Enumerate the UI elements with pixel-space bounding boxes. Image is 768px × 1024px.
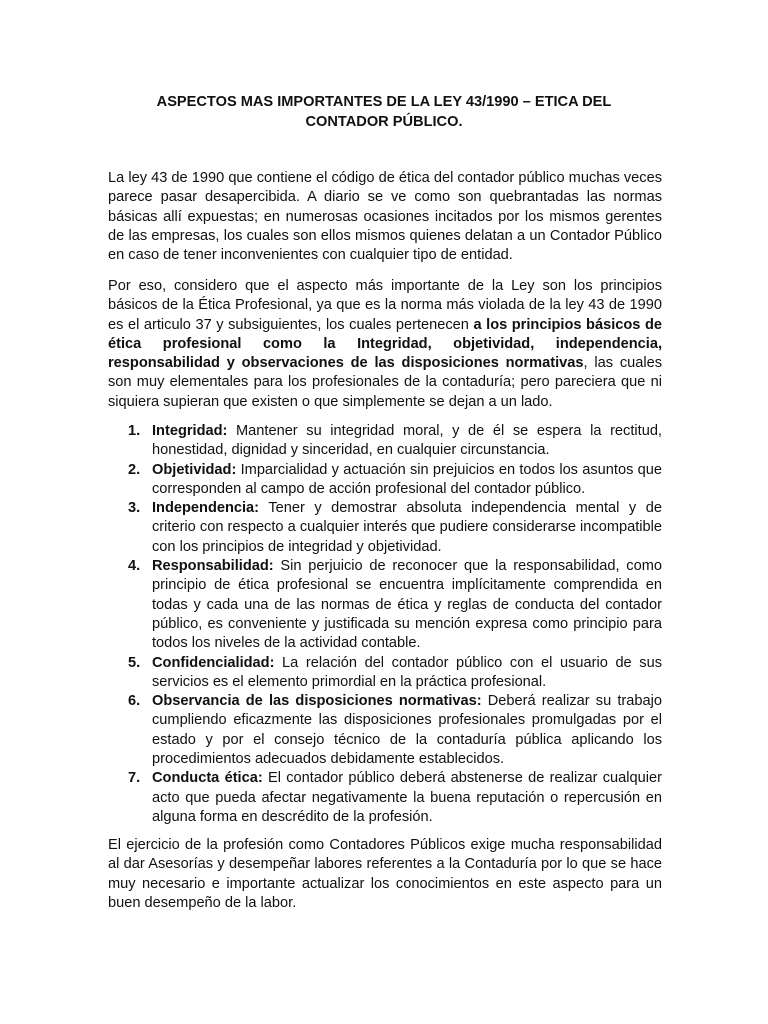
principle-text: Tener y demostrar absoluta independencia mental y de criterio con respecto a cualquier interés que pudiere considerarse incompatible con los principios de integridad y objetividad. [152, 500, 662, 555]
principle-item [128, 499, 662, 557]
title-line-2: CONTADOR PÚBLICO. [305, 114, 463, 130]
principle-item [128, 461, 662, 500]
title-line-1: ASPECTOS MAS IMPORTANTES DE LA LEY 43/1990 – ETICA DEL [156, 94, 612, 110]
closing-paragraph: El ejercicio de la profesión como Contadores Públicos exige mucha responsabilidad al dar Asesorías y desempeñar labores referentes a la Contaduría por lo que se hace muy necesario e importante actualizar los conocimientos en este aspecto para un buen desempeño de la labor. [108, 837, 662, 911]
principles-paragraph-bold: a los principios básicos de ética profesional como la Integridad, objetividad, independencia, responsabilidad y observaciones de las disposiciones normativas [108, 316, 662, 372]
principle-item [128, 654, 662, 693]
principle-text: Sin perjuicio de reconocer que la responsabilidad, como principio de ética profesional se encuentra implícitamente comprendida en todas y cada una de las normas de ética y reglas de conducta del contador público, es conveniente y justificada su mención expresa como principio para todos los niveles de la actividad contable. [152, 558, 662, 652]
principle-item [128, 769, 662, 827]
principle-term: Responsabilidad: [152, 558, 274, 575]
principle-text: El contador público deberá abstenerse de realizar cualquier acto que pueda afectar negativamente la buena reputación o repercusión en alguna forma en descrédito de la profesión. [152, 770, 662, 825]
principle-text: Deberá realizar su trabajo cumpliendo eficazmente las disposiciones profesionales promulgadas por el estado y por el consejo técnico de la contaduría pública aplicando los procedimientos adecuados debidamente establecidos. [152, 693, 662, 768]
principle-number: 3. [128, 500, 141, 517]
principle-text: Imparcialidad y actuación sin prejuicios en todos los asuntos que corresponden al campo de acción profesional del contador público. [152, 461, 662, 497]
principle-number: 6. [128, 693, 141, 710]
principle-number: 7. [128, 770, 141, 787]
intro-paragraph: La ley 43 de 1990 que contiene el código de ética del contador público muchas veces parece pasar desapercibida. A diario se ve como son quebrantadas las normas básicas allí expuestas; en numerosas ocasiones incitados por los mismos gerentes de las empresas, los cuales son ellos mismos quienes delatan a un Contador Público en caso de tener inconvenientes con cualquier tipo de entidad. [108, 170, 662, 264]
principle-term: Confidencialidad: [152, 654, 275, 671]
principle-item [128, 557, 662, 653]
principle-number: 4. [128, 558, 141, 575]
principles-paragraph [108, 277, 662, 412]
principle-term: Integridad: [152, 423, 228, 439]
principles-paragraph-end: , las cuales son muy elementales para los profesionales de la contaduría; pero pareciera que ni siquiera supieran que existen o que simplemente se dejan a un lado. [108, 355, 663, 410]
principle-item [128, 422, 662, 461]
principle-term: Conducta ética: [152, 770, 263, 787]
principle-number: 5. [128, 654, 141, 671]
document-title [108, 92, 660, 132]
principle-term: Independencia: [152, 500, 260, 517]
principle-number: 2. [128, 461, 141, 478]
principle-item [128, 692, 662, 769]
principle-term: Objetividad: [152, 461, 237, 478]
principle-number: 1. [128, 423, 141, 439]
principles-list [128, 422, 662, 827]
principles-paragraph-start: Por eso, considero que el aspecto más importante de la Ley son los principios básicos de la Ética Profesional, ya que es la norma más violada de la ley 43 de 1990 es el articulo 37 y subsiguientes, los cuales pertenecen [108, 278, 662, 333]
principle-text: Mantener su integridad moral, y de él se espera la rectitud, honestidad, dignidad y sinceridad, en cualquier circunstancia. [152, 423, 662, 459]
principle-text: La relación del contador público con el usuario de sus servicios es el elemento primordial en la práctica profesional. [152, 654, 662, 690]
principle-term: Observancia de las disposiciones normativas: [152, 693, 482, 710]
